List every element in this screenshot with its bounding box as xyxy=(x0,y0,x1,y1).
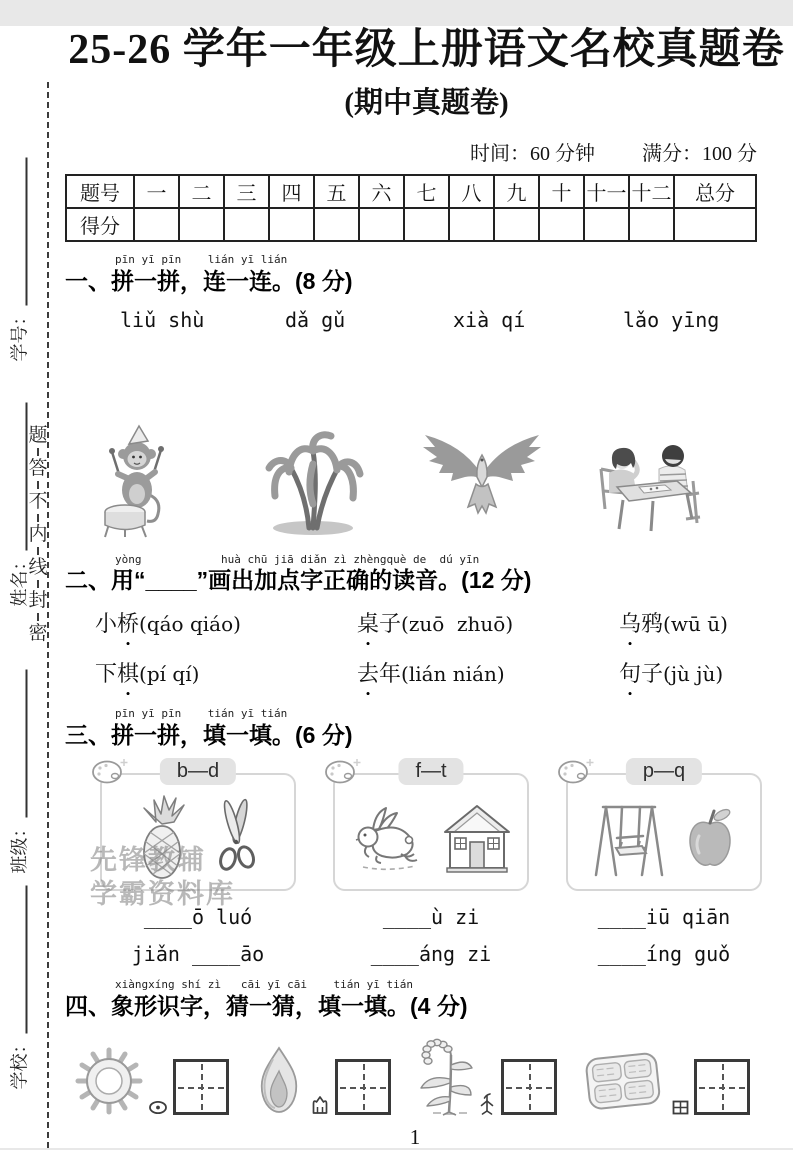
reading-options: (wū ū) xyxy=(663,612,728,637)
blank-answers xyxy=(100,899,296,973)
dotted-word-grid xyxy=(95,611,765,688)
section-3-pinyin: pīn yī pīn tián yī tián xyxy=(115,706,288,720)
pinyin-blank: ____ù zi xyxy=(382,905,480,930)
school-field xyxy=(8,855,32,1090)
section-4-pinyin: xiàngxíng shí zì cāi yī cāi tián yī tián xyxy=(115,978,414,992)
score-header-cell: 四 xyxy=(269,175,314,208)
pictograph-item-grain xyxy=(415,1035,557,1115)
section-3-heading xyxy=(65,708,765,749)
dotted-word-item: 下棋(pí qí) xyxy=(95,661,200,687)
swing-illustration xyxy=(589,798,669,878)
score-row-label: 得分 xyxy=(66,208,134,241)
score-cell-empty xyxy=(359,208,404,241)
score-cell-empty xyxy=(224,208,269,241)
reading-options: (zuō zhuō) xyxy=(401,612,514,637)
page-number: 1 xyxy=(409,1124,421,1149)
pinyin-blank: ____áng zi xyxy=(370,942,492,967)
pinyin-word: xià qí xyxy=(453,307,526,332)
score-header-cell: 七 xyxy=(404,175,449,208)
score-cell-empty xyxy=(629,208,674,241)
dotted-word-item: 句子(jù jù) xyxy=(619,661,724,687)
reading-options: (jù jù) xyxy=(663,662,724,687)
pinyin-word: dǎ gǔ xyxy=(285,307,346,332)
watermark-line-2: 学霸资料库 xyxy=(90,878,235,909)
field-ancient-glyph xyxy=(672,1100,689,1115)
watermark-line-1: 先锋教辅 xyxy=(90,845,206,875)
dotted-word-item: 乌鸦(wū ū) xyxy=(619,611,728,637)
dotted-word-item: 小桥(qáo qiáo) xyxy=(95,611,241,637)
writing-grid-box xyxy=(501,1059,557,1115)
palette-icon xyxy=(323,755,363,787)
initials-groups-row xyxy=(100,760,765,973)
pictograph-row xyxy=(75,1035,765,1115)
pinyin-blank: ____íng guǒ xyxy=(597,942,731,967)
student-id-label: 学号： xyxy=(9,307,30,362)
palette-icon xyxy=(556,755,596,787)
score-header-cell: 五 xyxy=(314,175,359,208)
reading-options: (lián nián) xyxy=(401,662,505,687)
group-b-d xyxy=(100,760,296,973)
section-2-pinyin: yòng huà chū jiā diǎn zì zhèngquè de dú yīn xyxy=(115,552,480,566)
score-table-score-row xyxy=(66,208,756,241)
pictograph-item-fire xyxy=(253,1045,391,1115)
student-id-field xyxy=(8,127,32,362)
section-3-title: 三、拼一拼，填一填。(6 分) xyxy=(65,721,353,748)
blank-answers xyxy=(333,899,529,973)
reading-options: (qáo qiáo) xyxy=(139,612,241,637)
score-cell-empty xyxy=(269,208,314,241)
scissors-illustration xyxy=(205,795,265,881)
score-cell-empty xyxy=(539,208,584,241)
blank-answers xyxy=(566,899,762,973)
picture-box xyxy=(566,773,762,891)
pineapple-illustration xyxy=(131,792,193,884)
score-header-cell: 十一 xyxy=(584,175,629,208)
seal-char: 答 xyxy=(28,458,48,479)
seal-char: 密 xyxy=(28,623,48,644)
paper-title: 25-26 学年一年级上册语文名校真题卷 xyxy=(68,27,785,73)
section-1-pinyin: pīn yī pīn lián yī lián xyxy=(115,253,288,267)
section-1-title: 一、拼一拼，连一连。(8 分) xyxy=(65,267,353,294)
monkey-playing-drum-illustration xyxy=(85,416,185,538)
palette-icon xyxy=(90,755,130,787)
paper-subtitle: (期中真题卷) xyxy=(344,87,509,120)
pinyin-word: lǎo yīng xyxy=(623,307,720,332)
dotted-word-item: 去年(lián nián) xyxy=(357,661,505,687)
pictograph-item-sun xyxy=(75,1047,229,1115)
apple-illustration xyxy=(681,806,739,870)
exam-paper-page xyxy=(0,26,793,1148)
school-label: 学校： xyxy=(9,1035,30,1090)
grain-plant-illustration xyxy=(415,1035,473,1115)
letter-pair-label: p—q xyxy=(626,758,702,785)
pinyin-blank: ____ō luó xyxy=(143,905,253,930)
score-header-cell: 二 xyxy=(179,175,224,208)
seal-char: 内 xyxy=(28,524,48,545)
house-illustration xyxy=(437,802,517,874)
student-name-label: 姓名： xyxy=(9,552,30,607)
score-header-cell: 总分 xyxy=(674,175,756,208)
exam-time: 时间：60 分钟 xyxy=(470,143,595,166)
class-label: 班级： xyxy=(9,819,30,874)
class-field xyxy=(8,639,32,874)
student-id-blank-line xyxy=(25,158,28,306)
writing-grid-box xyxy=(173,1059,229,1115)
section-4-title: 四、象形识字，猜一猜，填一填。(4 分) xyxy=(65,992,468,1019)
score-header-cell: 八 xyxy=(449,175,494,208)
writing-grid-box xyxy=(335,1059,391,1115)
pinyin-word: liǔ shù xyxy=(120,307,205,332)
eagle-illustration xyxy=(417,427,547,522)
class-blank-line xyxy=(25,670,28,818)
match-pictures-row xyxy=(65,414,765,538)
score-cell-empty xyxy=(134,208,179,241)
score-header-cell: 九 xyxy=(494,175,539,208)
score-table-header-row xyxy=(66,175,756,208)
group-p-q xyxy=(566,760,762,973)
picture-box xyxy=(100,773,296,891)
score-cell-empty xyxy=(449,208,494,241)
dotted-word-item: 桌子(zuō zhuō) xyxy=(357,611,514,637)
score-cell-empty xyxy=(314,208,359,241)
group-f-t xyxy=(333,760,529,973)
score-header-cell: 六 xyxy=(359,175,404,208)
paper-content xyxy=(65,254,765,1149)
score-cell-empty xyxy=(584,208,629,241)
grain-ancient-glyph xyxy=(478,1092,496,1115)
pinyin-blank: ____iū qiān xyxy=(597,905,731,930)
seal-text-column xyxy=(28,426,48,643)
picture-box xyxy=(333,773,529,891)
exam-full-score: 满分：100 分 xyxy=(642,143,757,166)
seal-char: 线 xyxy=(28,557,48,578)
letter-pair-label: f—t xyxy=(398,758,463,785)
score-header-cell: 十二 xyxy=(629,175,674,208)
fire-ancient-glyph xyxy=(310,1095,330,1115)
seal-char: 封 xyxy=(28,590,48,611)
letter-pair-label: b—d xyxy=(160,758,236,785)
score-header-cell: 题号 xyxy=(66,175,134,208)
section-1-heading xyxy=(65,254,765,295)
sun-illustration xyxy=(75,1047,143,1115)
score-header-cell: 三 xyxy=(224,175,269,208)
reading-options: (pí qí) xyxy=(139,662,200,687)
writing-grid-box xyxy=(694,1059,750,1115)
score-cell-empty xyxy=(494,208,539,241)
score-header-cell: 十 xyxy=(539,175,584,208)
sun-ancient-glyph xyxy=(148,1100,168,1115)
score-table xyxy=(65,174,757,242)
rabbit-illustration xyxy=(345,806,425,870)
section-2-heading xyxy=(65,554,765,595)
school-blank-line xyxy=(25,886,28,1034)
flame-illustration xyxy=(253,1045,305,1115)
score-header-cell: 一 xyxy=(134,175,179,208)
field-plots-illustration xyxy=(581,1049,667,1115)
seal-char: 题 xyxy=(28,425,48,446)
section-2-title: 二、用“____”画出加点字正确的读音。(12 分) xyxy=(65,567,532,594)
score-cell-empty xyxy=(674,208,756,241)
pictograph-item-field xyxy=(581,1049,750,1115)
seal-char: 不 xyxy=(28,491,48,512)
section-4-heading xyxy=(65,979,765,1020)
score-cell-empty xyxy=(179,208,224,241)
pinyin-blank: jiǎn ____āo xyxy=(131,942,265,967)
score-cell-empty xyxy=(404,208,449,241)
children-playing-chess-illustration xyxy=(589,429,709,534)
willow-tree-illustration xyxy=(261,416,367,536)
pinyin-word-row xyxy=(65,308,765,338)
exam-meta xyxy=(0,137,757,166)
